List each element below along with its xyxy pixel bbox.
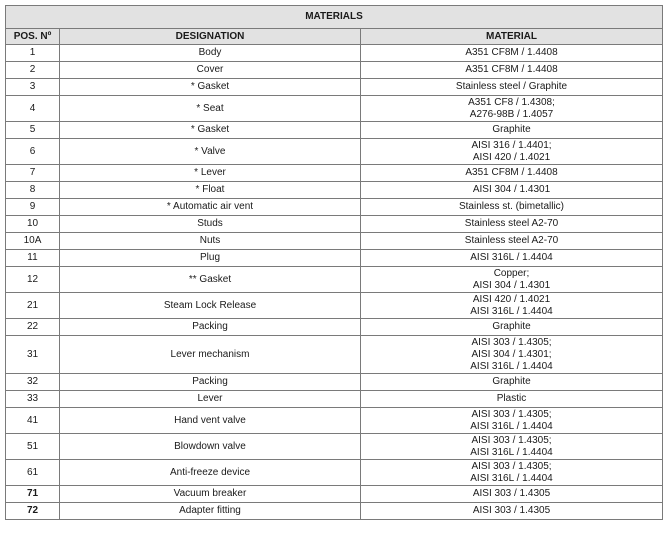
table-row	[6, 199, 663, 216]
header-material: MATERIAL	[361, 29, 663, 45]
header-pos: POS. Nº	[6, 29, 60, 45]
cell-designation: Anti-freeze device	[60, 460, 361, 486]
cell-pos: 11	[6, 250, 60, 267]
cell-material: A351 CF8M / 1.4408	[361, 45, 663, 62]
cell-material: AISI 303 / 1.4305	[361, 486, 663, 503]
table-row	[6, 391, 663, 408]
cell-material: Stainless st. (bimetallic)	[361, 199, 663, 216]
header-designation: DESIGNATION	[60, 29, 361, 45]
cell-material: Graphite	[361, 319, 663, 336]
cell-pos: 71	[6, 486, 60, 503]
table-row	[6, 434, 663, 460]
table-row	[6, 165, 663, 182]
cell-pos: 12	[6, 267, 60, 293]
table-row	[6, 267, 663, 293]
cell-designation: Plug	[60, 250, 361, 267]
cell-material: AISI 303 / 1.4305; AISI 316L / 1.4404	[361, 408, 663, 434]
cell-pos: 21	[6, 293, 60, 319]
cell-pos: 7	[6, 165, 60, 182]
cell-pos: 9	[6, 199, 60, 216]
cell-designation: Nuts	[60, 233, 361, 250]
cell-material: AISI 303 / 1.4305; AISI 304 / 1.4301; AISI 316L / 1.4404	[361, 336, 663, 374]
cell-material: Stainless steel A2-70	[361, 233, 663, 250]
cell-pos: 32	[6, 374, 60, 391]
cell-designation: Vacuum breaker	[60, 486, 361, 503]
cell-pos: 1	[6, 45, 60, 62]
table-row	[6, 182, 663, 199]
cell-designation: * Seat	[60, 96, 361, 122]
cell-pos: 2	[6, 62, 60, 79]
cell-pos: 8	[6, 182, 60, 199]
table-row	[6, 319, 663, 336]
table-row	[6, 408, 663, 434]
cell-material: A351 CF8 / 1.4308; A276-98B / 1.4057	[361, 96, 663, 122]
cell-designation: Lever	[60, 391, 361, 408]
cell-material: Graphite	[361, 122, 663, 139]
table-row	[6, 460, 663, 486]
cell-designation: * Gasket	[60, 79, 361, 96]
cell-pos: 22	[6, 319, 60, 336]
materials-table	[5, 5, 663, 520]
table-row	[6, 250, 663, 267]
cell-designation: * Automatic air vent	[60, 199, 361, 216]
cell-designation: Packing	[60, 319, 361, 336]
cell-material: A351 CF8M / 1.4408	[361, 62, 663, 79]
cell-material: AISI 420 / 1.4021 AISI 316L / 1.4404	[361, 293, 663, 319]
cell-material: AISI 316 / 1.4401; AISI 420 / 1.4021	[361, 139, 663, 165]
cell-pos: 6	[6, 139, 60, 165]
table-row	[6, 233, 663, 250]
table-row	[6, 139, 663, 165]
cell-material: AISI 304 / 1.4301	[361, 182, 663, 199]
cell-material: AISI 316L / 1.4404	[361, 250, 663, 267]
table-row	[6, 62, 663, 79]
cell-material: Plastic	[361, 391, 663, 408]
cell-designation: Body	[60, 45, 361, 62]
table-row	[6, 374, 663, 391]
cell-designation: * Float	[60, 182, 361, 199]
cell-designation: Adapter fitting	[60, 503, 361, 520]
cell-pos: 51	[6, 434, 60, 460]
cell-designation: * Lever	[60, 165, 361, 182]
table-row	[6, 293, 663, 319]
cell-pos: 10	[6, 216, 60, 233]
cell-material: A351 CF8M / 1.4408	[361, 165, 663, 182]
cell-pos: 5	[6, 122, 60, 139]
cell-material: AISI 303 / 1.4305	[361, 503, 663, 520]
cell-material: Copper; AISI 304 / 1.4301	[361, 267, 663, 293]
cell-pos: 72	[6, 503, 60, 520]
cell-designation: Lever mechanism	[60, 336, 361, 374]
cell-material: AISI 303 / 1.4305; AISI 316L / 1.4404	[361, 460, 663, 486]
cell-pos: 41	[6, 408, 60, 434]
cell-material: AISI 303 / 1.4305; AISI 316L / 1.4404	[361, 434, 663, 460]
cell-designation: ** Gasket	[60, 267, 361, 293]
cell-designation: Studs	[60, 216, 361, 233]
cell-designation: * Gasket	[60, 122, 361, 139]
cell-designation: Hand vent valve	[60, 408, 361, 434]
cell-designation: Packing	[60, 374, 361, 391]
cell-pos: 3	[6, 79, 60, 96]
table-title: MATERIALS	[6, 6, 663, 29]
table-row	[6, 336, 663, 374]
cell-pos: 10A	[6, 233, 60, 250]
table-row	[6, 96, 663, 122]
table-row	[6, 45, 663, 62]
table-row	[6, 79, 663, 96]
cell-designation: Cover	[60, 62, 361, 79]
cell-material: Stainless steel / Graphite	[361, 79, 663, 96]
table-row	[6, 122, 663, 139]
cell-material: Graphite	[361, 374, 663, 391]
cell-designation: Blowdown valve	[60, 434, 361, 460]
cell-pos: 31	[6, 336, 60, 374]
cell-pos: 33	[6, 391, 60, 408]
cell-material: Stainless steel A2-70	[361, 216, 663, 233]
table-row	[6, 503, 663, 520]
table-row	[6, 486, 663, 503]
cell-pos: 61	[6, 460, 60, 486]
cell-designation: Steam Lock Release	[60, 293, 361, 319]
cell-pos: 4	[6, 96, 60, 122]
table-row	[6, 216, 663, 233]
cell-designation: * Valve	[60, 139, 361, 165]
